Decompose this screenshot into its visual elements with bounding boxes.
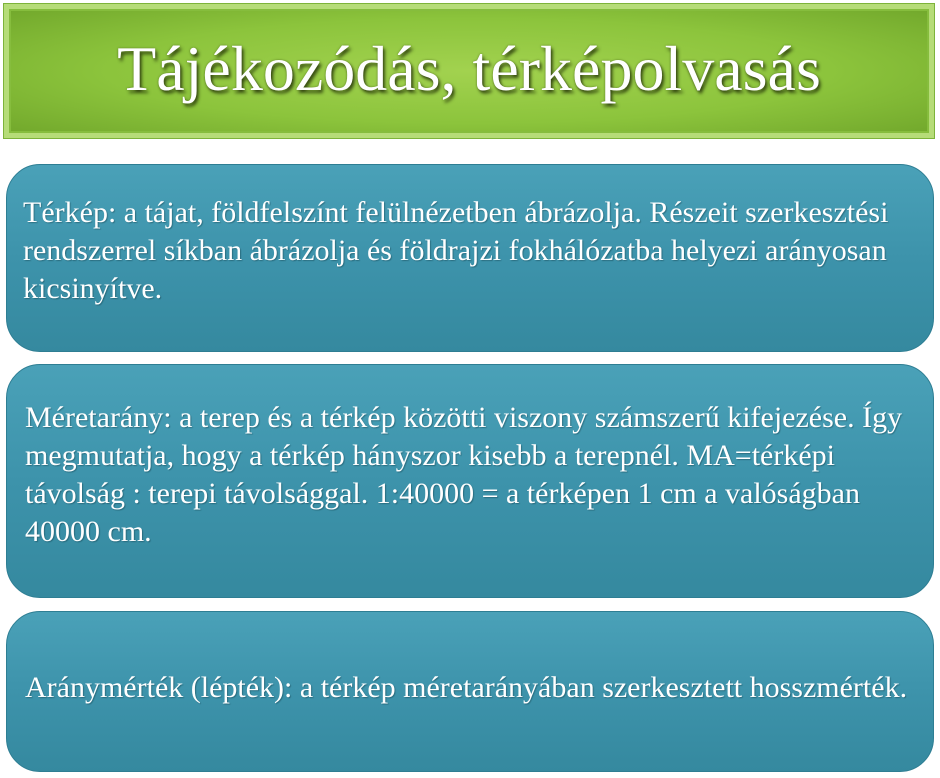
definition-card-map bbox=[6, 164, 934, 352]
definition-text-scale-bar: Aránymérték (lépték): a térkép méretarányában szerkesztett hosszmérték. bbox=[25, 670, 908, 704]
definition-card-scale bbox=[6, 364, 934, 598]
definition-text-map: Térkép: a tájat, földfelszínt felülnézetben ábrázolja. Részeit szerkesztési rendszerrel síkban ábrázolja és földrajzi fokhálózatba helyezi arányosan kicsinyítve. bbox=[23, 196, 889, 305]
definition-card-scale-bar bbox=[6, 611, 934, 772]
definition-text-scale: Méretarány: a terep és a térkép közötti viszony számszerű kifejezése. Így megmutatja, hogy a térkép hányszor kisebb a terepnél. MA=térképi távolság : terepi távolsággal. 1:40000 = a térképen 1 cm a valóságban 40000 cm. bbox=[25, 401, 903, 548]
title-banner bbox=[3, 3, 935, 139]
slide-title: Tájékozódás, térképolvasás bbox=[117, 33, 821, 104]
